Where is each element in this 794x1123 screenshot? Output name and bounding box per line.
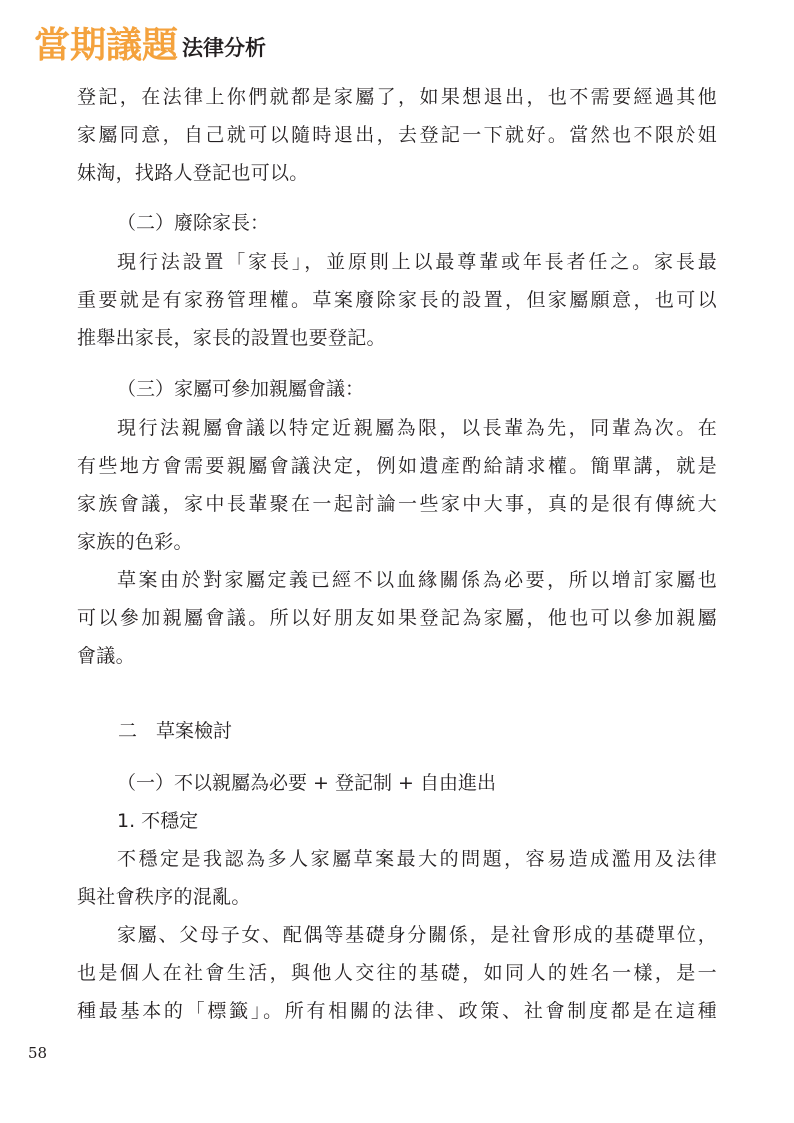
paragraph-line: 登記，在法律上你們就都是家屬了，如果想退出，也不需要經過其他 bbox=[77, 86, 717, 108]
paragraph-line: 也是個人在社會生活，與他人交往的基礎，如同人的姓名一樣，是一 bbox=[77, 962, 717, 984]
paragraph-line: 重要就是有家務管理權。草案廢除家長的設置，但家屬願意，也可以 bbox=[77, 289, 717, 311]
paragraph-line: 不穩定是我認為多人家屬草案最大的問題，容易造成濫用及法律 bbox=[117, 848, 717, 870]
paragraph-line: 有些地方會需要親屬會議決定，例如遺產酌給請求權。簡單講，就是 bbox=[77, 455, 717, 477]
section-subtitle: 法律分析 bbox=[182, 36, 267, 60]
paragraph-line: 與社會秩序的混亂。 bbox=[77, 886, 251, 908]
paragraph-line: 家屬、父母子女、配偶等基礎身分關係，是社會形成的基礎單位， bbox=[117, 924, 717, 946]
paragraph-line: 可以參加親屬會議。所以好朋友如果登記為家屬，他也可以參加親屬 bbox=[77, 607, 717, 629]
paragraph-line: 家屬同意，自己就可以隨時退出，去登記一下就好。當然也不限於姐 bbox=[77, 124, 717, 146]
section-heading: 二 草案檢討 bbox=[118, 720, 233, 742]
paragraph-line: 家族的色彩。 bbox=[77, 531, 193, 553]
numbered-heading: 1. 不穩定 bbox=[117, 810, 199, 832]
page-number: 58 bbox=[28, 1044, 48, 1062]
subsection-heading: （二）廢除家長： bbox=[117, 212, 270, 234]
subsection-heading: （一）不以親屬為必要 + 登記制 + 自由進出 bbox=[117, 772, 496, 794]
paragraph-line: 會議。 bbox=[77, 645, 135, 667]
section-title: 當期議題 bbox=[34, 25, 179, 66]
paragraph-line: 種最基本的「標籤」。所有相關的法律、政策、社會制度都是在這種 bbox=[77, 1000, 717, 1022]
paragraph-line: 現行法設置「家長」，並原則上以最尊輩或年長者任之。家長最 bbox=[117, 251, 717, 273]
subsection-heading: （三）家屬可參加親屬會議： bbox=[117, 378, 365, 400]
paragraph-line: 推舉出家長，家長的設置也要登記。 bbox=[77, 327, 386, 349]
paragraph-line: 妹淘，找路人登記也可以。 bbox=[77, 162, 309, 184]
paragraph-line: 現行法親屬會議以特定近親屬為限，以長輩為先，同輩為次。在 bbox=[117, 417, 717, 439]
paragraph-line: 家族會議，家中長輩聚在一起討論一些家中大事，真的是很有傳統大 bbox=[77, 493, 717, 515]
paragraph-line: 草案由於對家屬定義已經不以血緣關係為必要，所以增訂家屬也 bbox=[117, 569, 717, 591]
